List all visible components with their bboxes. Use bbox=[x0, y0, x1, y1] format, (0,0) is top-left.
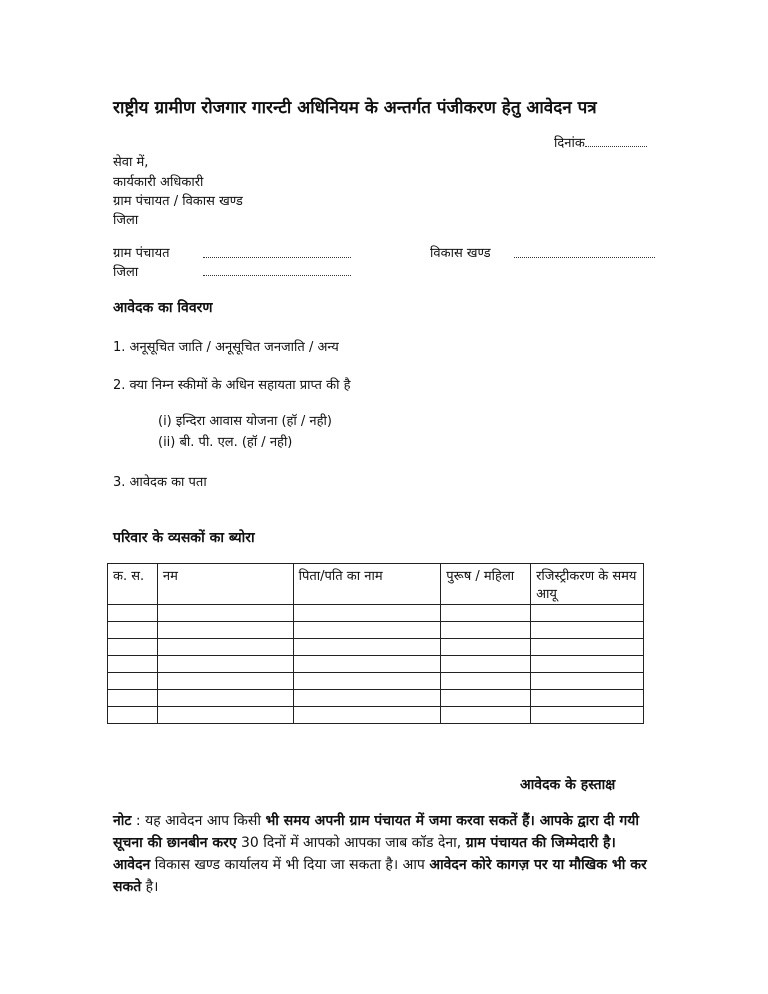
item-3: 3. आवेदक का पता bbox=[113, 475, 207, 490]
vikas-khand-blank[interactable] bbox=[514, 245, 655, 258]
applicant-heading: आवेदक का विवरण bbox=[113, 300, 213, 316]
address-line-2: कार्यकारी अधिकारी bbox=[113, 175, 204, 190]
item-1: 1. अनूसूचित जाति / अनूसूचित जनजाति / अन्य bbox=[113, 340, 339, 355]
family-heading: परिवार के व्यसकों का ब्योरा bbox=[113, 530, 255, 546]
table-row bbox=[108, 605, 644, 622]
address-line-4: जिला bbox=[113, 213, 139, 228]
table-row bbox=[108, 656, 644, 673]
table-row bbox=[108, 639, 644, 656]
item-2-sub-2: (ii) बी. पी. एल. (हॉ / नही) bbox=[158, 435, 293, 450]
address-line-3: ग्राम पंचायत / विकास खण्ड bbox=[113, 194, 243, 209]
address-line-1: सेवा में, bbox=[113, 155, 149, 170]
col-name: नम bbox=[157, 564, 293, 605]
date-label: दिनांक bbox=[554, 136, 585, 151]
signature-label: आवेदक के हस्ताक्ष bbox=[520, 777, 616, 793]
table-row bbox=[108, 690, 644, 707]
jila-label: जिला bbox=[113, 265, 139, 280]
table-row bbox=[108, 622, 644, 639]
note-paragraph: नोट : यह आवेदन आप किसी भी समय अपनी ग्राम पंचायत में जमा करवा सकतें हैं। आपके द्वारा दी गयी सूचना की छानबीन करए 30 दिनों में आपको आपका जाब कॉड देना, ग्राम पंचायत की जिम्मेदारी है। आवेदन विकास खण्ड कार्यालय में भी दिया जा सकता है। आप आवेदन कोरे कागज़ पर या मौखिक भी कर सकते है। bbox=[113, 813, 647, 895]
date-field bbox=[554, 133, 647, 151]
table-header-row bbox=[108, 564, 644, 605]
family-table bbox=[107, 563, 644, 724]
table-row bbox=[108, 673, 644, 690]
note-label: नोट bbox=[113, 813, 132, 829]
col-father-husband: पिता/पति का नाम bbox=[293, 564, 441, 605]
date-blank[interactable] bbox=[585, 134, 647, 147]
item-2: 2. क्या निम्न स्कीमों के अधिन सहायता प्राप्त की है bbox=[113, 378, 351, 393]
jila-blank[interactable] bbox=[203, 263, 351, 276]
vikas-khand-label: विकास खण्ड bbox=[430, 246, 491, 261]
form-title: राष्ट्रीय ग्रामीण रोजगार गारन्टी अधिनियम के अन्तर्गत पंजीकरण हेतु आवेदन पत्र bbox=[113, 98, 597, 118]
col-gender: पुरूष / महिला bbox=[441, 564, 531, 605]
gram-panchayat-blank[interactable] bbox=[203, 245, 351, 258]
item-2-sub-1: (i) इन्दिरा आवास योजना (हॉ / नही) bbox=[158, 414, 332, 429]
table-row bbox=[108, 707, 644, 724]
gram-panchayat-label: ग्राम पंचायत bbox=[113, 246, 170, 261]
col-serial: क. स. bbox=[108, 564, 158, 605]
col-age: रजिस्ट्रीकरण के समय आयू bbox=[531, 564, 644, 605]
